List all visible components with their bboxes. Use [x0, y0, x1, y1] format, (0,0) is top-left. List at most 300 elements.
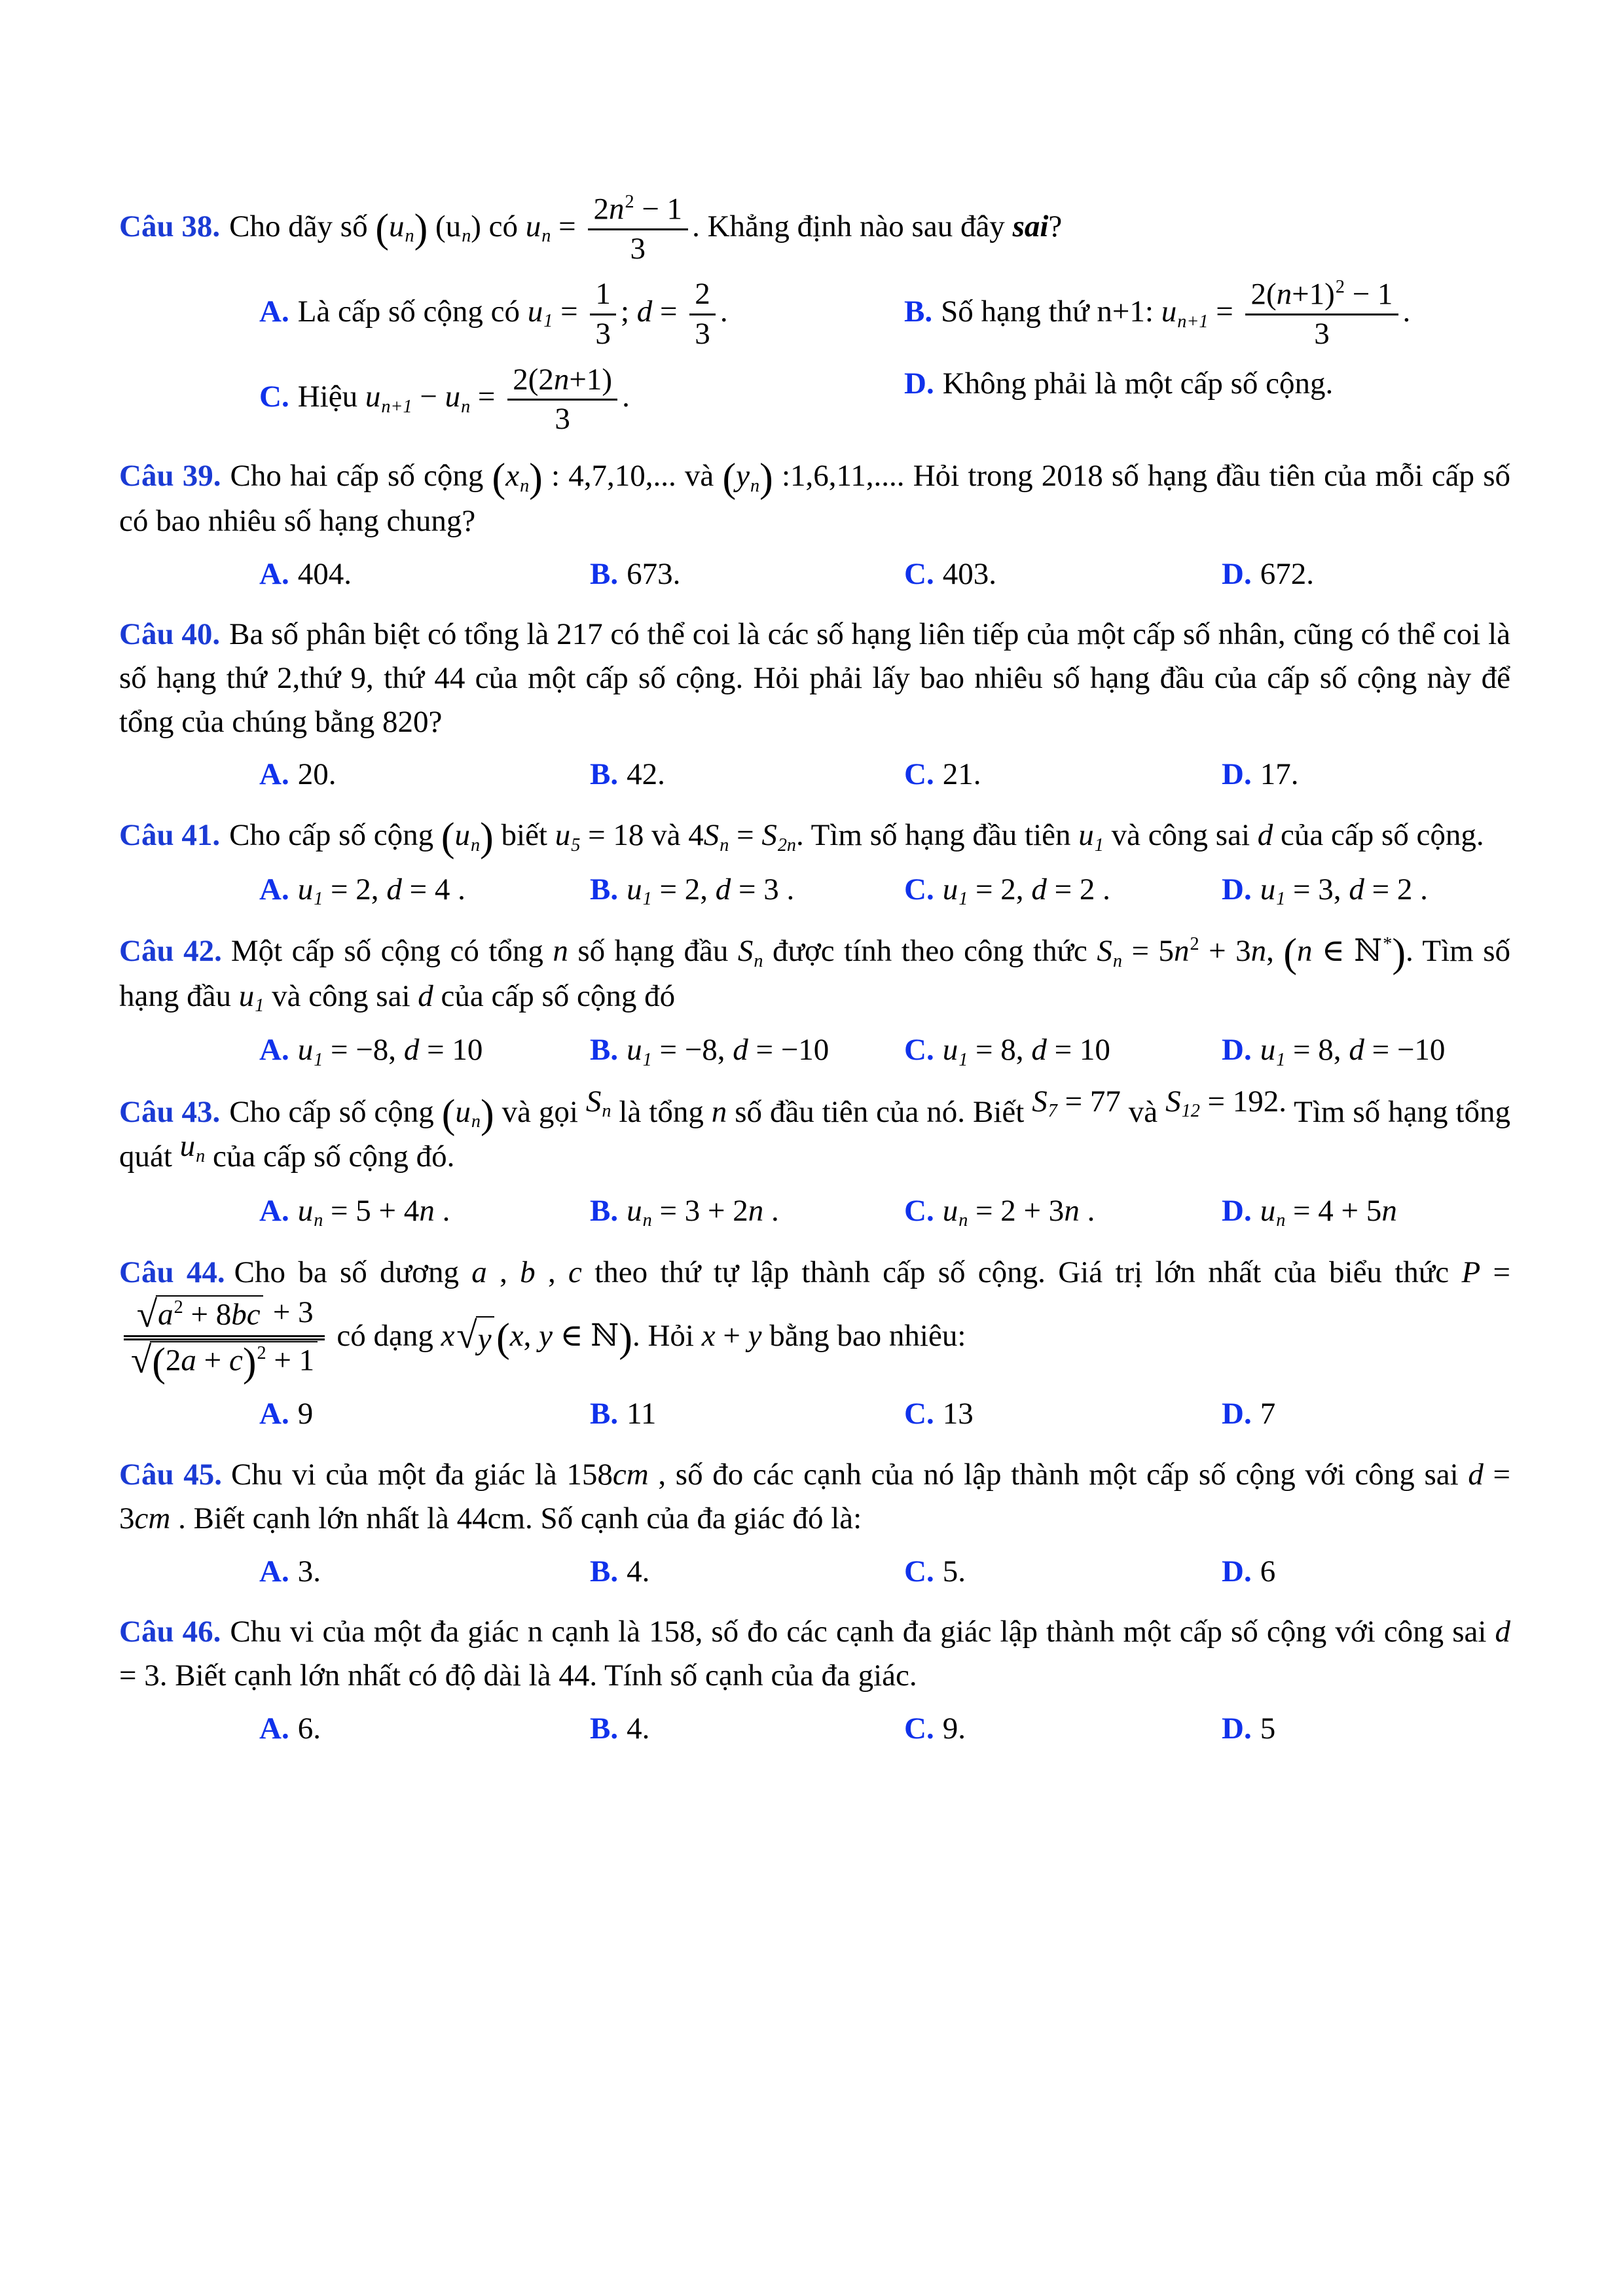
italic-var: d: [386, 872, 402, 906]
subscript: n: [314, 1210, 323, 1231]
option-d: [904, 362, 1510, 438]
italic-var: x: [441, 1319, 455, 1354]
text-run: 672.: [1260, 556, 1314, 591]
option-d: [1222, 753, 1510, 797]
option-text: [297, 277, 728, 351]
big-paren: ): [759, 456, 773, 501]
option-c: [904, 1550, 1222, 1594]
subscript: 1: [314, 1049, 323, 1070]
big-paren: (: [152, 1340, 166, 1386]
option-text: [942, 872, 1110, 910]
italic-var: u: [527, 294, 543, 329]
text-run: 3: [695, 316, 710, 351]
option-a: [259, 1550, 590, 1594]
big-paren: ): [414, 206, 428, 251]
text-run: +1): [569, 362, 613, 397]
text-run: ,: [523, 1319, 539, 1354]
text-run: = 3: [119, 1458, 1510, 1535]
text-run: Ba số phân biệt có tổng là 217 có thể coi là các số hạng liên tiếp của một cấp số nhân, cũng có thể coi là số hạng thứ 2,thứ 9, thứ 44 của một cấp số cộng. Hỏi phải lấy bao nhiêu số hạng đầu của cấp số cộng này để tổng của chúng bằng 820?: [119, 617, 1510, 739]
text-run: = 77: [1057, 1084, 1121, 1119]
text-run: = 2 .: [1046, 872, 1110, 906]
text-run: = 8,: [968, 1033, 1032, 1067]
option-a: [259, 1392, 590, 1436]
subscript: n: [1276, 1210, 1286, 1231]
option-letter: A.: [259, 872, 289, 906]
option-letter: B.: [590, 556, 619, 591]
option-text: [627, 1712, 649, 1746]
option-letter: D.: [904, 366, 934, 401]
italic-var: n: [553, 934, 568, 969]
question-number: Câu 44.: [119, 1255, 225, 1290]
big-paren: ): [481, 1092, 494, 1137]
answer-options: [119, 753, 1510, 797]
subscript: 1: [314, 889, 323, 910]
option-d: [1222, 1189, 1510, 1234]
text-run: = −8,: [651, 1033, 733, 1067]
big-paren: ): [619, 1316, 632, 1361]
option-a: [259, 276, 904, 352]
text-run: số đầu tiên của nó. Biết: [727, 1094, 1032, 1129]
italic-var: n: [1250, 934, 1267, 969]
option-b: [590, 753, 904, 797]
option-text: [298, 557, 352, 591]
big-paren: (: [722, 456, 737, 501]
text-run: = 192.: [1199, 1084, 1287, 1119]
text-run: 403.: [942, 556, 996, 591]
text-run: .: [763, 1193, 779, 1228]
text-run: = 4 .: [401, 872, 465, 906]
italic-var: u: [942, 872, 958, 906]
text-run: . Tìm số hạng đầu tiên: [796, 818, 1079, 853]
text-run: = −10: [1364, 1033, 1446, 1067]
subscript: 1: [1276, 889, 1286, 910]
answer-options: [119, 1028, 1510, 1073]
question-text: [229, 815, 1484, 860]
question-text: [119, 1615, 1510, 1693]
option-text: [943, 1712, 966, 1746]
italic-var: n: [1297, 934, 1313, 969]
square-root: [137, 1295, 264, 1335]
subscript: 1: [1094, 834, 1104, 855]
option-letter: A.: [259, 1193, 289, 1228]
subscript: n: [520, 475, 530, 496]
text-run: 2(: [1250, 277, 1277, 312]
option-letter: C.: [904, 1554, 934, 1588]
option-letter: D.: [1222, 1033, 1252, 1067]
question-body: [119, 191, 1510, 267]
text-run: = 2 .: [1364, 872, 1428, 906]
text-run: . Khẳng định nào sau đây: [692, 209, 1013, 243]
option-text: [1260, 1193, 1397, 1231]
question-body: [119, 1251, 1511, 1386]
italic-var: S: [1165, 1084, 1181, 1119]
italic-var: u: [525, 209, 541, 243]
text-run: =: [1480, 1255, 1511, 1290]
subscript: n+1: [1177, 311, 1209, 332]
option-text: [1260, 557, 1314, 591]
option-a: [259, 1189, 590, 1234]
italic-var: u: [627, 1193, 642, 1228]
fraction-numerator: [124, 1295, 325, 1340]
superscript: *: [1383, 933, 1393, 954]
text-run: = 10: [419, 1033, 483, 1067]
option-letter: C.: [904, 1397, 934, 1431]
radicand: [156, 1295, 263, 1333]
text-run: ;: [620, 294, 637, 329]
text-run: : 4,7,10,... và: [542, 459, 723, 493]
text-run: +: [715, 1319, 748, 1354]
bold-italic-run: sai: [1012, 209, 1049, 243]
option-letter: D.: [1222, 1554, 1252, 1588]
radical-sign: √: [130, 1340, 152, 1382]
text-run: = −10: [748, 1033, 830, 1067]
italic-var: a: [471, 1255, 487, 1290]
text-run: = 5 + 4: [323, 1193, 420, 1228]
text-run: = 3. Biết cạnh lớn nhất có độ dài là 44. Tính số cạnh của đa giác.: [119, 1658, 917, 1693]
text-run: =: [1208, 295, 1241, 329]
option-text: [1260, 1397, 1276, 1431]
text-run: 2: [165, 1343, 181, 1378]
text-run: của cấp số cộng đó: [433, 978, 676, 1013]
option-b: [590, 868, 904, 913]
text-run: và gọi: [494, 1094, 586, 1129]
question-text: [229, 192, 1063, 266]
italic-var: x: [505, 459, 520, 493]
fraction-numerator: [507, 362, 618, 401]
option-letter: B.: [590, 1711, 619, 1746]
text-run: 4.: [627, 1554, 650, 1588]
option-c: [904, 1028, 1222, 1073]
option-a: [259, 868, 590, 913]
text-run: = 18 và 4: [580, 818, 704, 853]
fraction-numerator: [588, 191, 688, 230]
text-run: Chu vi của một đa giác là 158: [231, 1458, 613, 1492]
fraction: [590, 276, 616, 352]
question-body: [119, 454, 1510, 543]
answer-options: [119, 276, 1510, 437]
text-run: Cho dãy số: [229, 209, 376, 243]
option-text: [627, 1033, 830, 1070]
option-text: [1260, 1033, 1446, 1070]
option-letter: A.: [259, 1711, 289, 1746]
option-letter: D.: [1222, 1711, 1252, 1746]
italic-var: n: [748, 1193, 764, 1228]
answer-options: [119, 1707, 1510, 1751]
subscript: 1: [642, 889, 652, 910]
answer-options: [119, 1189, 1510, 1234]
fraction: [689, 276, 716, 352]
italic-var: u: [297, 1033, 314, 1067]
text-run: của cấp số cộng.: [1273, 818, 1484, 853]
subscript: n: [461, 396, 471, 417]
italic-var: u: [454, 818, 470, 853]
text-run: Số hạng thứ n+1:: [941, 295, 1161, 329]
italic-var: u: [179, 1129, 196, 1164]
text-run: Tìm số hạng tổng quát: [119, 1094, 1510, 1174]
question-body: [119, 814, 1510, 859]
option-b: [590, 1392, 904, 1436]
option-letter: B.: [590, 1193, 619, 1228]
italic-var: n: [1174, 934, 1190, 969]
text-run: + 3: [265, 1295, 314, 1329]
option-letter: B.: [590, 1397, 619, 1431]
subscript: n+1: [381, 396, 412, 417]
fraction-denominator: [507, 401, 618, 437]
radical-sign: √: [456, 1315, 477, 1357]
italic-var: S: [737, 934, 754, 969]
italic-var: n: [419, 1193, 435, 1228]
question-number: Câu 46.: [119, 1615, 221, 1649]
text-run: ?: [1048, 209, 1063, 243]
option-letter: C.: [904, 1033, 934, 1067]
text-run: =: [470, 380, 503, 414]
italic-var: d: [636, 294, 653, 329]
option-letter: C.: [904, 872, 934, 906]
option-b: [590, 552, 904, 596]
question-number: Câu 45.: [119, 1458, 222, 1492]
text-run: (u: [428, 209, 462, 243]
option-text: [298, 1712, 321, 1746]
text-run: được tính theo công thức: [763, 934, 1097, 969]
answer-options: [119, 552, 1510, 596]
text-run: .: [622, 380, 630, 414]
option-b: [590, 1550, 904, 1594]
text-run: 5: [1260, 1711, 1276, 1746]
italic-var: b: [520, 1255, 536, 1290]
option-letter: D.: [1222, 757, 1252, 792]
text-run: − 1: [634, 192, 683, 226]
big-paren: (: [375, 206, 390, 251]
option-b: [590, 1028, 904, 1073]
subscript: n: [196, 1145, 206, 1166]
radical-sign: √: [136, 1294, 158, 1336]
question-cau-45: [119, 1453, 1510, 1593]
text-run: Chu vi của một đa giác n cạnh là 158, số đo các cạnh đa giác lập thành một cấp số cộng với công sai: [230, 1615, 1495, 1649]
subscript: 1: [958, 1049, 968, 1070]
option-letter: C.: [904, 556, 934, 591]
question-number: Câu 38.: [119, 209, 221, 243]
italic-var: u: [445, 380, 461, 414]
text-run: .: [1079, 1193, 1095, 1228]
italic-var: u: [942, 1033, 958, 1067]
raised-group: [1032, 1080, 1121, 1125]
italic-var: u: [389, 209, 405, 243]
text-run: của cấp số cộng đó.: [205, 1139, 455, 1174]
text-run: ∈ ℕ: [553, 1319, 619, 1354]
text-run: = 10: [1046, 1033, 1110, 1067]
italic-var: y: [477, 1322, 492, 1357]
text-run: .: [434, 1193, 450, 1228]
fraction-denominator: [689, 315, 716, 352]
raised-group: [586, 1080, 611, 1125]
big-paren: (: [492, 456, 506, 501]
italic-var: u: [1161, 295, 1177, 329]
italic-var: n: [1381, 1193, 1397, 1228]
text-run: =: [551, 209, 584, 243]
question-cau-43: [119, 1084, 1510, 1234]
text-run: 3: [630, 231, 646, 266]
text-run: + 3: [1199, 934, 1251, 969]
text-run: + 1: [266, 1343, 315, 1378]
text-run: −: [412, 380, 445, 414]
option-text: [298, 1397, 314, 1431]
italic-var: bc: [231, 1297, 261, 1332]
question-cau-39: [119, 454, 1510, 596]
text-run: 2(2: [513, 362, 554, 397]
text-run: .: [720, 294, 728, 329]
italic-var: u: [365, 380, 381, 414]
text-run: = 2 + 3: [968, 1193, 1065, 1228]
fraction-numerator: [1245, 276, 1398, 315]
question-text: [119, 1255, 1511, 1386]
italic-var: S: [1097, 934, 1112, 969]
option-text: [627, 1554, 649, 1588]
text-run: Hiệu: [297, 380, 365, 414]
option-a: [259, 753, 590, 797]
text-run: 21.: [942, 757, 981, 792]
italic-var: d: [403, 1033, 420, 1067]
fraction-denominator: [1245, 315, 1398, 352]
subscript: n: [462, 226, 471, 247]
italic-var: u: [555, 818, 571, 853]
text-run: :1,6,11,.... Hỏi trong 2018 số hạng đầu tiên của mỗi cấp số có bao nhiêu số hạng chung?: [119, 459, 1510, 538]
fraction-denominator: [124, 1340, 325, 1386]
italic-var: n: [608, 192, 625, 226]
big-paren: ): [480, 815, 494, 860]
text-run: = 8,: [1285, 1033, 1349, 1067]
italic-var: P: [1461, 1255, 1481, 1290]
subscript: n: [750, 475, 760, 496]
italic-var: d: [1031, 1033, 1047, 1067]
question-list: [119, 191, 1510, 1750]
italic-var: u: [1078, 818, 1094, 853]
text-run: = −8,: [323, 1033, 404, 1067]
subscript: 12: [1181, 1101, 1200, 1122]
question-cau-44: [119, 1251, 1510, 1436]
text-run: 42.: [627, 757, 665, 792]
option-text: [1260, 757, 1299, 791]
text-run: 17.: [1260, 757, 1299, 792]
option-text: [297, 1033, 483, 1070]
option-text: [942, 1033, 1110, 1070]
italic-var: d: [715, 872, 731, 906]
italic-var: u: [627, 1033, 642, 1067]
option-d: [1222, 868, 1510, 913]
text-run: 2: [593, 192, 609, 226]
answer-options: [119, 1392, 1510, 1436]
option-letter: A.: [259, 294, 289, 329]
text-run: = 2,: [323, 872, 387, 906]
superscript: 2: [1335, 277, 1345, 298]
text-run: 9: [297, 1397, 314, 1431]
italic-var: a: [181, 1343, 196, 1378]
text-run: số hạng đầu: [568, 934, 738, 969]
superscript: 2: [625, 192, 634, 212]
question-text: [119, 456, 1510, 538]
text-run: biết: [493, 818, 555, 853]
italic-var: u: [1260, 1193, 1276, 1228]
text-run: 3: [595, 316, 611, 351]
question-text: [119, 617, 1510, 738]
text-run: = 3 .: [731, 872, 795, 906]
option-c: [904, 1189, 1222, 1234]
subscript: 1: [958, 889, 968, 910]
option-b: [904, 276, 1510, 352]
question-number: Câu 39.: [119, 459, 221, 493]
subscript: 5: [571, 834, 581, 855]
fraction: [588, 191, 688, 267]
italic-var: S: [703, 818, 720, 853]
big-paren: ): [529, 456, 543, 501]
option-text: [943, 757, 981, 791]
text-run: 9.: [942, 1711, 966, 1746]
option-letter: D.: [1222, 872, 1252, 906]
italic-var: d: [1031, 872, 1047, 906]
superscript: 2: [257, 1343, 266, 1364]
text-run: và công sai: [264, 978, 418, 1013]
text-run: = 3 + 2: [651, 1193, 748, 1228]
question-text: [119, 931, 1511, 1016]
subscript: 1: [642, 1049, 652, 1070]
option-d: [1222, 552, 1510, 596]
question-number: Câu 41.: [119, 818, 221, 853]
text-run: 6: [1260, 1554, 1276, 1588]
option-text: [1260, 1554, 1276, 1588]
italic-var: d: [1468, 1458, 1484, 1492]
option-text: [627, 557, 680, 591]
option-d: [1222, 1392, 1510, 1436]
option-letter: A.: [259, 1033, 289, 1067]
big-paren: (: [441, 815, 455, 860]
text-run: ,: [1266, 934, 1284, 969]
option-text: [943, 1554, 966, 1588]
italic-var: S: [585, 1084, 602, 1119]
option-text: [298, 1554, 321, 1588]
fraction: [507, 362, 618, 438]
fraction-denominator: [588, 230, 688, 267]
text-run: 3.: [297, 1554, 321, 1588]
big-paren: ): [1392, 931, 1406, 976]
text-run: Một cấp số cộng có tổng: [230, 934, 553, 969]
option-b: [590, 1707, 904, 1751]
option-text: [1260, 872, 1428, 910]
option-letter: C.: [259, 380, 289, 414]
option-c: [259, 362, 904, 438]
raised-group: [1165, 1080, 1286, 1125]
option-text: [298, 757, 337, 791]
option-text: [943, 1397, 974, 1431]
text-run: 4.: [627, 1711, 650, 1746]
text-run: = 4 + 5: [1285, 1193, 1382, 1228]
square-root: [456, 1316, 494, 1361]
text-run: là tổng: [611, 1094, 712, 1129]
italic-var: u: [297, 1193, 314, 1228]
option-text: [941, 277, 1411, 351]
text-run: Là cấp số cộng có: [297, 294, 528, 329]
text-run: 13: [942, 1397, 974, 1431]
fraction-numerator: [590, 276, 616, 315]
text-run: Cho cấp số cộng: [229, 818, 441, 853]
option-c: [904, 868, 1222, 913]
subscript: n: [958, 1210, 968, 1231]
option-letter: A.: [259, 556, 289, 591]
italic-var: u: [297, 872, 314, 906]
option-letter: A.: [259, 757, 289, 792]
text-run: và công sai: [1103, 818, 1258, 853]
option-text: [627, 1193, 779, 1231]
text-run: 11: [627, 1397, 657, 1431]
text-run: +: [196, 1343, 229, 1378]
